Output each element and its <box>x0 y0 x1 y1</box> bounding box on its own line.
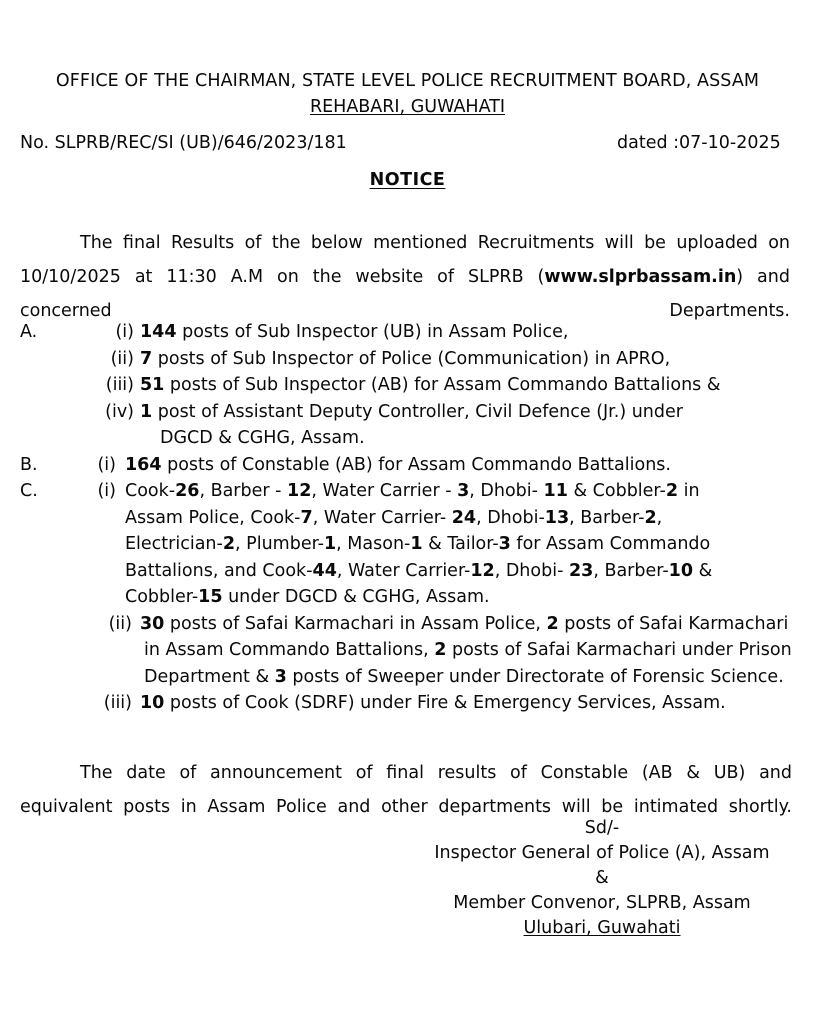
slprb-website: www.slprbassam.in <box>544 266 737 287</box>
post-count: 7 <box>140 348 153 369</box>
item-text <box>125 478 795 505</box>
office-title-line: OFFICE OF THE CHAIRMAN, STATE LEVEL POLICE RECRUITMENT BOARD, ASSAM <box>55 71 760 91</box>
item-text-fragment: , Water Carrier- <box>336 560 471 581</box>
item-text-fragment: , Dhobi- <box>494 560 569 581</box>
item-text-fragment: , Dhobi- <box>469 481 544 501</box>
item-text-fragment: , Dhobi- <box>476 507 545 528</box>
item-text-fragment: , Water Carrier- <box>312 507 452 528</box>
item-text-fragment: under DGCD & CGHG, Assam. <box>222 587 490 607</box>
item-continuation <box>144 637 795 664</box>
item-text-fragment: & Cobbler- <box>567 481 666 501</box>
item-text <box>125 452 795 479</box>
item-text-fragment: posts of Sub Inspector (AB) for Assam Commando Battalions & <box>164 375 721 395</box>
item-text-fragment: & Tailor- <box>422 534 499 554</box>
post-count: 1 <box>323 534 337 554</box>
item-text-fragment: posts of Sub Inspector (UB) in Assam Police, <box>176 322 569 342</box>
item-continuation <box>125 505 795 532</box>
item-text-fragment: , Water Carrier - <box>311 481 458 501</box>
item-text <box>140 319 795 346</box>
item-text <box>140 399 795 426</box>
item-text-fragment: posts of Safai Karmachari <box>558 613 789 634</box>
signature-ampersand: & <box>595 868 609 888</box>
item-roman-numeral: (iv) <box>105 401 134 422</box>
item-continuation <box>125 584 795 611</box>
item-text-fragment: in <box>678 481 700 501</box>
signature-sd: Sd/- <box>584 818 620 838</box>
item-roman-numeral: (ii) <box>110 348 134 369</box>
item-text <box>140 611 795 638</box>
item-roman-numeral: (i) <box>97 481 116 501</box>
post-count: 3 <box>274 666 287 687</box>
item-text-fragment: for Assam Commando <box>510 534 711 554</box>
post-count: 2 <box>644 507 657 528</box>
item-text-fragment: , Barber - <box>199 481 288 501</box>
office-location-text: REHABARI, GUWAHATI <box>309 97 506 117</box>
item-text-fragment: posts of Sub Inspector of Police (Communication) in APRO, <box>152 348 671 369</box>
item-roman-numeral: (ii) <box>108 613 132 634</box>
post-count: 13 <box>544 507 570 528</box>
item-text-fragment: , <box>656 507 663 528</box>
item-roman-numeral: (i) <box>97 454 116 475</box>
post-count: 10 <box>668 560 693 581</box>
list-item <box>20 346 795 373</box>
signature-designation-1: Inspector General of Police (A), Assam <box>434 843 770 863</box>
list-item <box>20 399 795 452</box>
section-body <box>20 478 795 717</box>
post-count: 2 <box>546 613 559 634</box>
list-item <box>20 611 795 691</box>
section-b <box>20 452 795 479</box>
list-item <box>20 478 795 611</box>
section-a <box>20 319 795 452</box>
post-count: 1 <box>140 401 153 422</box>
signature-designation-2: Member Convenor, SLPRB, Assam <box>453 893 751 913</box>
item-text-fragment: Assam Police, Cook- <box>125 507 301 528</box>
item-text <box>140 690 795 717</box>
office-location-line <box>0 95 815 119</box>
item-roman-numeral: (i) <box>115 322 134 342</box>
post-count: 11 <box>543 481 568 501</box>
item-text-fragment: Department & <box>144 666 275 687</box>
item-text-fragment: , Barber- <box>593 560 669 581</box>
item-text-fragment: posts of Cook (SDRF) under Fire & Emergency Services, Assam. <box>164 693 726 713</box>
recruitment-sections-list <box>20 319 795 717</box>
post-count: 44 <box>312 560 337 581</box>
item-roman-numeral: (iii) <box>105 375 134 395</box>
post-count: 15 <box>198 587 223 607</box>
item-text-fragment: , Mason- <box>336 534 411 554</box>
section-c <box>20 478 795 717</box>
post-count: 30 <box>140 613 165 634</box>
notice-heading-text: NOTICE <box>369 170 446 190</box>
section-body <box>20 452 795 479</box>
item-text-fragment: Electrician- <box>125 534 223 554</box>
section-marker: C. <box>20 481 38 501</box>
post-count: 1 <box>410 534 423 554</box>
document-header <box>0 68 815 119</box>
post-count: 2 <box>434 640 447 660</box>
signature-block <box>402 816 802 941</box>
post-count: 164 <box>125 454 162 475</box>
list-item <box>20 372 795 399</box>
reference-number: No. SLPRB/REC/SI (UB)/646/2023/181 <box>20 133 347 153</box>
item-text-fragment: in Assam Commando Battalions, <box>144 640 435 660</box>
post-count: 24 <box>451 507 477 528</box>
item-text <box>140 372 795 399</box>
list-item <box>20 319 795 346</box>
post-count: 3 <box>457 481 470 501</box>
item-continuation <box>125 531 795 558</box>
item-text-fragment: , Plumber- <box>235 534 324 554</box>
post-count: 23 <box>568 560 594 581</box>
item-continuation <box>144 664 795 691</box>
post-count: 26 <box>175 481 200 501</box>
item-text-fragment: posts of Constable (AB) for Assam Commando Battalions. <box>161 454 671 475</box>
section-marker: A. <box>20 322 38 342</box>
item-continuation: DGCD & CGHG, Assam. <box>160 428 365 448</box>
post-count: 144 <box>140 322 177 342</box>
list-item <box>20 690 795 717</box>
item-text <box>140 346 795 373</box>
item-text-fragment: , Barber- <box>569 507 645 528</box>
item-text-fragment: posts of Safai Karmachari under Prison <box>446 640 792 660</box>
post-count: 7 <box>300 507 313 528</box>
item-text-fragment: post of Assistant Deputy Controller, Civil Defence (Jr.) under <box>152 401 683 422</box>
item-continuation <box>125 558 795 585</box>
item-text-fragment: Cobbler- <box>125 587 199 607</box>
post-count: 2 <box>665 481 679 501</box>
item-text-fragment: posts of Sweeper under Directorate of Forensic Science. <box>286 666 784 687</box>
item-text-fragment: Battalions, and Cook- <box>125 560 313 581</box>
item-text-fragment: posts of Safai Karmachari in Assam Police, <box>164 613 547 634</box>
post-count: 51 <box>140 375 165 395</box>
signature-location: Ulubari, Guwahati <box>523 918 681 938</box>
post-count: 12 <box>470 560 495 581</box>
item-text-fragment: & <box>693 560 713 581</box>
reference-date: dated :07-10-2025 <box>617 133 781 153</box>
item-text-fragment: Cook- <box>125 481 176 501</box>
post-count: 10 <box>140 693 165 713</box>
post-count: 2 <box>222 534 236 554</box>
list-item <box>20 452 795 479</box>
section-body <box>20 319 795 452</box>
item-roman-numeral: (iii) <box>103 693 132 713</box>
section-marker: B. <box>20 454 38 475</box>
post-count: 12 <box>287 481 312 501</box>
intro-part-2: ) and concerned Departments. <box>20 266 790 321</box>
intro-part-1: The final Results of the below mentioned Recruitments will be uploaded on 10/10/2025 at 11:30 A.M on the website of SLPRB ( <box>20 232 790 287</box>
closing-paragraph: The date of announcement of final results of Constable (AB & UB) and equivalent posts in Assam Police and other departments will be intimated shortly. <box>20 762 792 817</box>
notice-heading <box>0 170 815 190</box>
post-count: 3 <box>498 534 511 554</box>
